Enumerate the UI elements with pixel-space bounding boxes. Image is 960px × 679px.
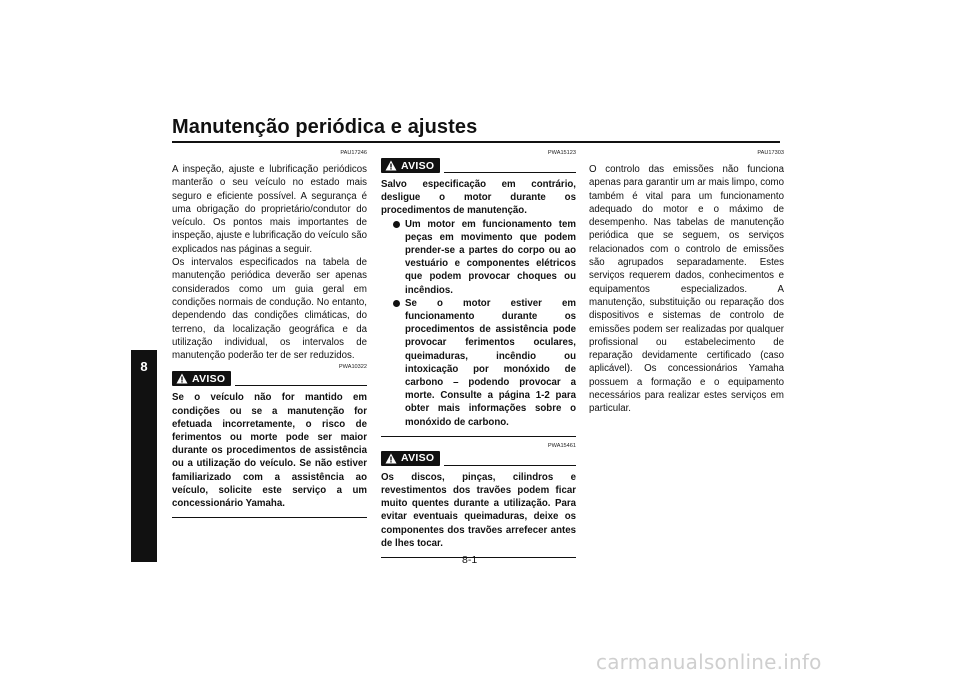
warning-triangle-icon xyxy=(176,373,188,384)
column-2 xyxy=(381,150,576,558)
warning-badge xyxy=(381,158,440,173)
bullet-text: Se o motor estiver em funcionamento durante os procedimentos de assistência pode provocar ferimentos oculares, queimaduras, incêndio ou intoxicação por monóxido de carbono – podendo provocar a morte. Consulte a página 1-2 para obter mais informações sobre o monóxido de carbono. xyxy=(405,297,576,428)
list-item xyxy=(393,297,576,429)
page-title: Manutenção periódica e ajustes xyxy=(172,116,478,138)
warning-text: Os discos, pinças, cilindros e revestimentos dos travões podem ficar muito quentes durante a utilização. Para evitar eventuais queimaduras, deixe os componentes dos travões arrefecer antes de lhes tocar. xyxy=(381,471,576,549)
warning-triangle-icon xyxy=(385,160,397,171)
column-1 xyxy=(172,150,367,518)
bullet-icon xyxy=(393,221,400,228)
title-rule xyxy=(172,141,780,143)
warning-box xyxy=(381,443,576,558)
warning-code: PWA10322 xyxy=(338,364,367,371)
warning-header xyxy=(172,371,367,386)
warning-triangle-icon xyxy=(385,453,397,464)
emissions-paragraph: O controlo das emissões não funciona apenas para garantir um ar mais limpo, como também é vital para um funcionamento adequado do motor e o máximo de desempenho. Nas tabelas de manutenção periódica que se seguem, os serviços relacionados com o controlo de emissões são agrupados separadamente. Estes serviços requerem dados, conhecimentos e equipamentos especializados. A manutenção, substituição ou reparação dos dispositivos e sistemas de controlo de emissões podem ser realizadas por qualquer profissional ou estabelecimento de reparação devidamente certificado (caso aplicável). Os concessionários Yamaha possuem a formação e o equipamento necessários para realizar estes serviços em particular. xyxy=(589,164,784,415)
intro-paragraph: A inspeção, ajuste e lubrificação periódicos manterão o seu veículo no estado mais seguro e eficiente possível. A segurança é uma obrigação do proprietário/condutor do veículo. Os pontos mais importantes de inspeção, ajuste e lubrificação do veículo são explicados nas páginas a seguir. xyxy=(172,164,367,255)
section-code: PAU17303 xyxy=(757,150,784,156)
warning-label: AVISO xyxy=(401,159,435,172)
warning-header xyxy=(381,451,576,466)
warning-code: PWA15123 xyxy=(547,150,576,156)
warning-label: AVISO xyxy=(401,452,435,465)
warning-header-line xyxy=(235,385,367,386)
warning-text: Salvo especificação em contrário, desligue o motor durante os procedimentos de manutenção. xyxy=(381,179,576,217)
warning-badge xyxy=(381,451,440,466)
page-number: 8-1 xyxy=(462,554,478,566)
warning-header-line xyxy=(444,465,576,466)
warning-label: AVISO xyxy=(192,372,226,385)
warning-box xyxy=(172,364,367,518)
warning-text: Se o veículo não for mantido em condições ou se a manutenção for efetuada incorretamente, o risco de ferimentos ou morte pode ser maior durante os procedimentos de assistência ou a utilização do veículo. Se não estiver familiarizado com a assistência ao veículo, solicite este serviço a um concessionário Yamaha. xyxy=(172,392,367,510)
warning-badge xyxy=(172,371,231,386)
warning-bullet-list xyxy=(381,218,576,429)
chapter-tab xyxy=(131,350,157,562)
section-code: PAU17246 xyxy=(340,150,367,156)
list-item xyxy=(393,218,576,297)
intervals-paragraph: Os intervalos especificados na tabela de manutenção periódica deverão ser apenas considerados como um guia geral em condições normais de condução. No entanto, dependendo das condições climáticas, do terreno, da localização geográfica e da utilização individual, os intervalos de manutenção poderão ter de ser reduzidos. xyxy=(172,257,367,362)
column-3 xyxy=(589,150,784,416)
warning-code: PWA15461 xyxy=(547,442,576,449)
warning-box xyxy=(381,150,576,437)
warning-header xyxy=(381,158,576,173)
bullet-text: Um motor em funcionamento tem peças em movimento que podem prender-se a partes do corpo ou ao vestuário e componentes elétricos que podem provocar choques ou incêndios. xyxy=(405,218,576,296)
watermark: carmanualsonline.info xyxy=(596,650,822,674)
chapter-number: 8 xyxy=(140,359,148,374)
bullet-icon xyxy=(393,300,400,307)
warning-header-line xyxy=(444,172,576,173)
